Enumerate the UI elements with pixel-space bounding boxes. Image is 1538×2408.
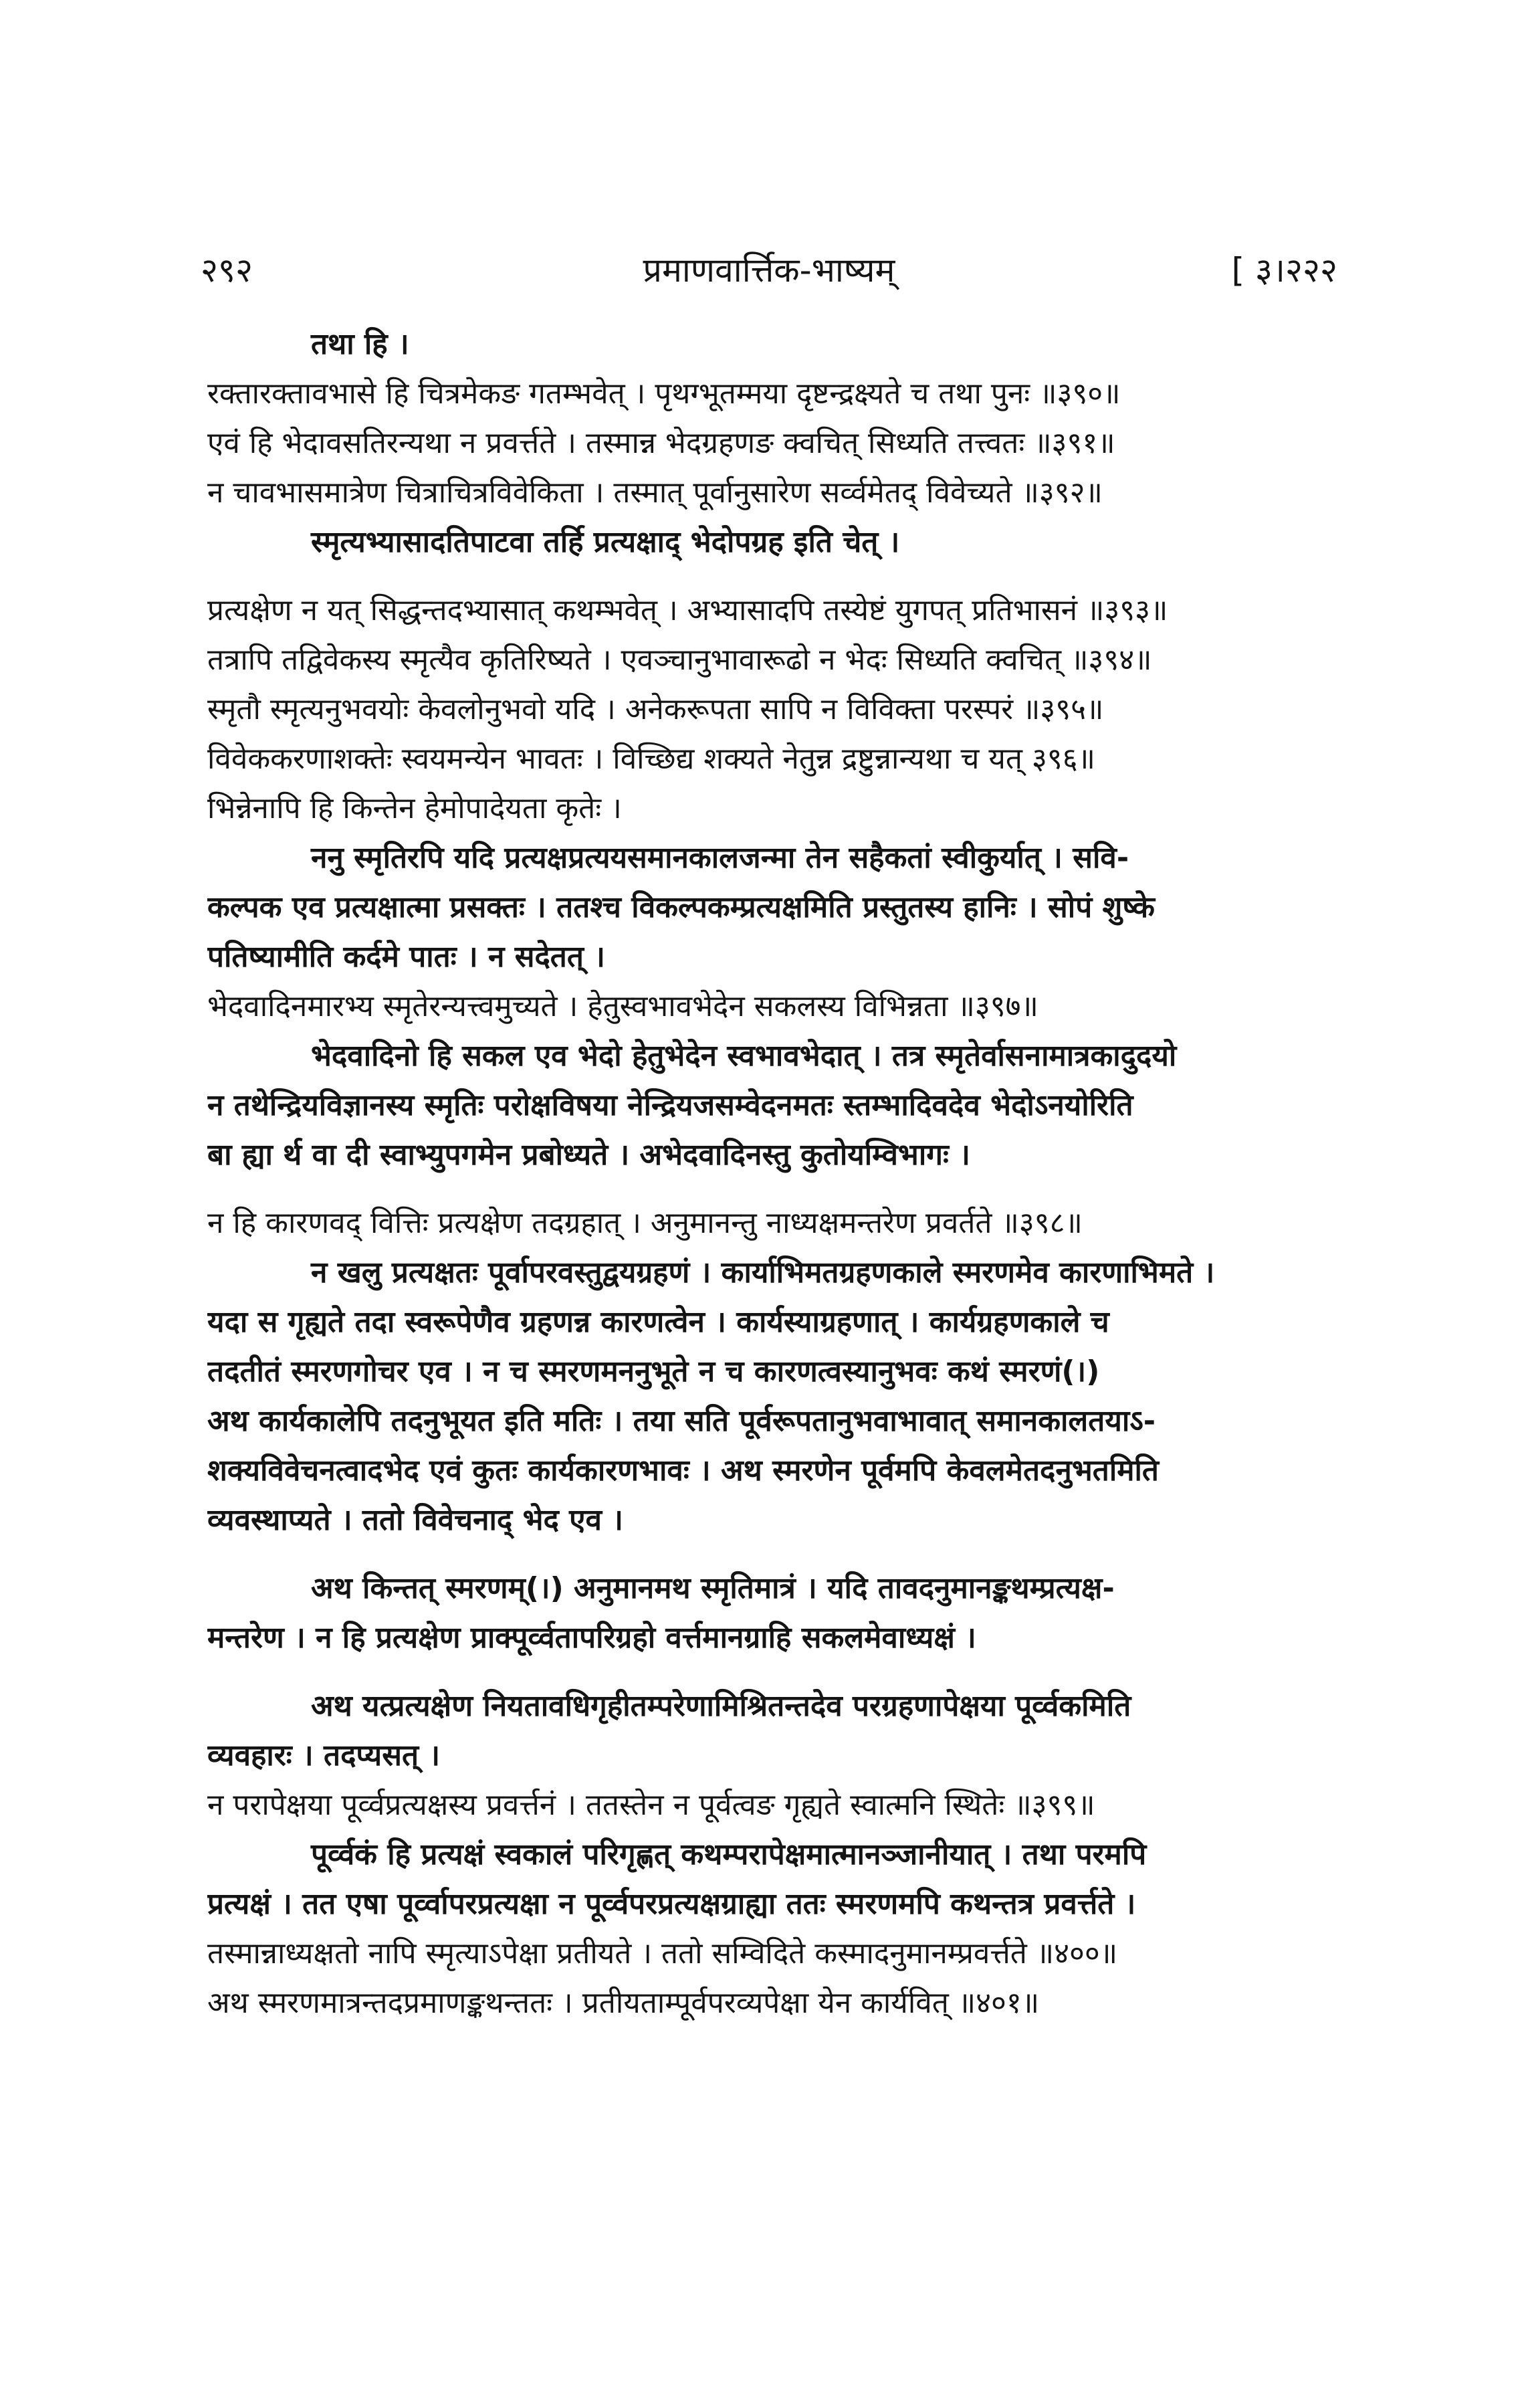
section-reference: [ ३।२२२ [1231,251,1337,290]
prose-line: तथा हि । [311,327,409,361]
prose-line: शक्यविवेचनत्वादभेद एवं कुतः कार्यकारणभावः । अथ स्मरणेन पूर्वमपि केवलमेतदनुभतमिति [207,1453,1160,1488]
verse-line: न हि कारणवद् वित्तिः प्रत्यक्षेण तदग्रहात् । अनुमानन्तु नाध्यक्षमन्तरेण प्रवर्तते ॥३९८॥ [207,1206,1083,1240]
verse-line: प्रत्यक्षेण न यत् सिद्धन्तदभ्यासात् कथम्भवेत् । अभ्यासादपि तस्येष्टं युगपत् प्रतिभासनं ॥३९३॥ [207,593,1168,627]
verse-line: तत्रापि तद्विवेकस्य स्मृत्यैव कृतिरिष्यते । एवञ्चानुभावारूढो न भेदः सिध्यति क्वचित् ॥३९४॥ [207,643,1152,677]
prose-line: प्रत्यक्षं । तत एषा पूर्व्वापरप्रत्यक्षा न पूर्व्वपरप्रत्यक्षग्राह्या ततः स्मरणमपि कथन्तत्र प्रवर्त्तते । [207,1887,1136,1921]
prose-line: अथ यत्प्रत्यक्षेण नियतावधिगृहीतम्परेणामिश्रितन्तदेव परग्रहणापेक्षया पूर्व्वकमिति [311,1689,1131,1723]
page-number: २९२ [201,251,253,290]
prose-line: व्यवस्थाप्यते । ततो विवेचनाद् भेद एव । [207,1503,623,1537]
verse-line: तस्मान्नाध्यक्षतो नापि स्मृत्याऽपेक्षा प्रतीयते । ततो सम्विदिते कस्मादनुमानम्प्रवर्त्तते ॥४००॥ [207,1936,1118,1971]
verse-line: अथ स्मरणमात्रन्तदप्रमाणङ्कथन्ततः । प्रतीयताम्पूर्वपरव्यपेक्षा येन कार्यवित् ॥४०१॥ [207,1986,1040,2020]
prose-line: स्मृत्यभ्यासादतिपाटवा तर्हि प्रत्यक्षाद् भेदोपग्रह इति चेत् । [311,525,900,559]
verse-line: एवं हि भेदावसतिरन्यथा न प्रवर्त्तते । तस्मान्न भेदग्रहणङ क्वचित् सिध्यति तत्त्वतः ॥३९१॥ [207,426,1115,460]
prose-line: भेदवादिनो हि सकल एव भेदो हेतुभेदेन स्वभावभेदात् । तत्र स्मृतेर्वासनामात्रकादुदयो [311,1039,1177,1073]
verse-line: भेदवादिनमारभ्य स्मृतेरन्यत्त्वमुच्यते । हेतुस्वभावभेदेन सकलस्य विभिन्नता ॥३९७॥ [207,989,1038,1023]
prose-line: बा ह्या र्थ वा दी स्वाभ्युपगमेन प्रबोध्यते । अभेदवादिनस्तु कुतोयम्विभागः । [207,1138,970,1172]
running-title: प्रमाणवार्त्तिक-भाष्यम् [643,251,895,290]
prose-line: पूर्व्वकं हि प्रत्यक्षं स्वकालं परिगृह्णत् कथम्परापेक्षमात्मानञ्जानीयात् । तथा परमपि [311,1837,1147,1872]
verse-line: विवेककरणाशक्तेः स्वयमन्येन भावतः । विच्छिद्य शक्यते नेतुन्न द्रष्टुन्नान्यथा च यत् ३९६॥ [207,742,1095,776]
verse-line: रक्तारक्तावभासे हि चित्रमेकङ गतम्भवेत् । पृथग्भूतम्मया दृष्टन्द्रक्ष्यते च तथा पुनः ॥३९०॥ [207,377,1121,411]
prose-line: कल्पक एव प्रत्यक्षात्मा प्रसक्तः । ततश्च विकल्पकम्प्रत्यक्षमिति प्रस्तुतस्य हानिः । सोपं शुष्के [207,890,1155,924]
prose-line: तदतीतं स्मरणगोचर एव । न च स्मरणमननुभूते न च कारणत्वस्यानुभवः कथं स्मरणं(।) [207,1354,1100,1389]
verse-line: भिन्नेनापि हि किन्तेन हेमोपादेयता कृतेः । [207,791,622,825]
prose-line: पतिष्यामीति कर्दमे पातः । न सदेतत् । [207,940,605,974]
verse-line: स्मृतौ स्मृत्यनुभवयोः केवलोनुभवो यदि । अनेकरूपता सापि न विविक्ता परस्परं ॥३९५॥ [207,692,1104,726]
prose-line: न तथेन्द्रियविज्ञानस्य स्मृतिः परोक्षविषया नेन्द्रियजसम्वेदनमतः स्तम्भादिवदेव भेदोऽनयोरिति [207,1088,1133,1122]
prose-line: व्यवहारः । तदप्यसत् । [207,1738,441,1773]
prose-line: अथ किन्तत् स्मरणम्(।) अनुमानमथ स्मृतिमात्रं । यदि तावदनुमानङ्कथम्प्रत्यक्ष- [311,1571,1115,1605]
verse-line: न परापेक्षया पूर्व्वप्रत्यक्षस्य प्रवर्त्तनं । ततस्तेन न पूर्वत्वङ गृह्यते स्वात्मनि स्थितेः ॥३९९॥ [207,1788,1095,1822]
verse-line: न चावभासमात्रेण चित्राचित्रविवेकिता । तस्मात् पूर्वानुसारेण सर्व्वमेतद् विवेच्यते ॥३९२॥ [207,476,1103,510]
prose-line: अथ कार्यकालेपि तदनुभूयत इति मतिः । तया सति पूर्वरूपतानुभवाभावात् समानकालतयाऽ- [207,1404,1156,1438]
page-body [207,320,1344,2028]
prose-line: ननु स्मृतिरपि यदि प्रत्यक्षप्रत्ययसमानकालजन्मा तेन सहैकतां स्वीकुर्यात् । सवि- [311,841,1129,875]
prose-line: यदा स गृह्यते तदा स्वरूपेणैव ग्रहणन्न कारणत्वेन । कार्यस्याग्रहणात् । कार्यग्रहणकाले च [207,1305,1109,1339]
prose-line: न खलु प्रत्यक्षतः पूर्वापरवस्तुद्वयग्रहणं । कार्याभिमतग्रहणकाले स्मरणमेव कारणाभिमते । [311,1256,1215,1290]
prose-line: मन्तरेण । न हि प्रत्यक्षेण प्राक्पूर्व्वतापरिग्रहो वर्त्तमानग्राहि सकलमेवाध्यक्षं । [207,1621,976,1655]
